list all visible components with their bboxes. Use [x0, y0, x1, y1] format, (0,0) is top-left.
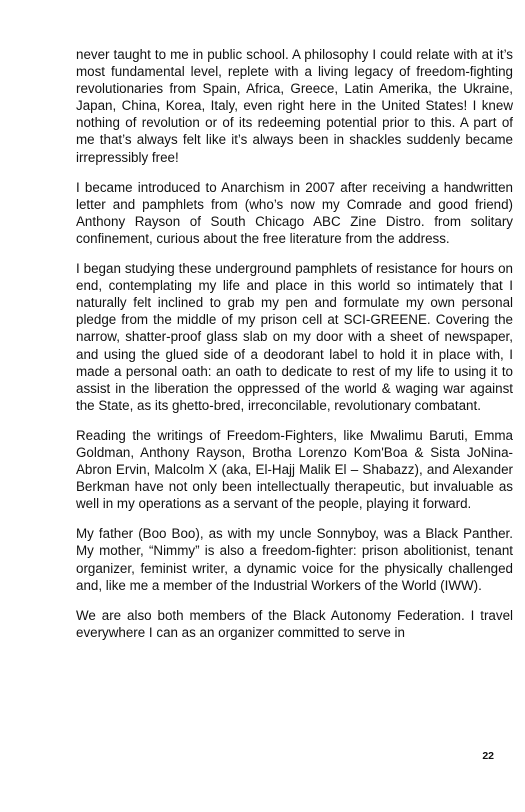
paragraph: I became introduced to Anarchism in 2007 after receiving a handwritten letter and pamphlets from (who’s now my Comrade and good friend) Anthony Rayson of South Chicago ABC Zine Distro. from solitary confinement, curious about the free literature from the address.	[76, 179, 513, 246]
page-number: 22	[482, 750, 494, 762]
paragraph: I began studying these underground pamphlets of resistance for hours on end, contemplating my life and place in this world so intimately that I naturally felt inclined to grab my pen and formulate my own personal pledge from the middle of my prison cell at SCI-GREENE. Covering the narrow, shatter-proof glass slab on my door with a sheet of newspaper, and using the glued side of a deodorant label to hold it in place with, I made a personal oath: an oath to dedicate to rest of my life to using it to assist in the liberation the oppressed of the world & waging war against the State, as its ghetto-bred, irreconcilable, revolutionary combatant.	[76, 261, 513, 413]
paragraph: Reading the writings of Freedom-Fighters, like Mwalimu Baruti, Emma Goldman, Anthony Rayson, Brotha Lorenzo Kom'Boa & Sista JoNina-Abron Ervin, Malcolm X (aka, El-Hajj Malik El – Shabazz), and Alexander Berkman have not only been intellectually therapeutic, but invaluable as well in my operations as a servant of the people, playing it forward.	[76, 427, 513, 512]
paragraph: never taught to me in public school. A philosophy I could relate with at it’s most fundamental level, replete with a living legacy of freedom-fighting revolutionaries from Spain, Africa, Greece, Latin Amerika, the Ukraine, Japan, China, Korea, Italy, even right here in the United States! I knew nothing of revolution or of its redeeming potential prior to this. A part of me that’s always felt like it’s always been in shackles suddenly became irrepressibly free!	[76, 47, 513, 165]
paragraph: My father (Boo Boo), as with my uncle Sonnyboy, was a Black Panther. My mother, “Nimmy” is also a freedom-fighter: prison abolitionist, tenant organizer, feminist writer, a dynamic voice for the physically challenged and, like me a member of the Industrial Workers of the World (IWW).	[76, 526, 513, 593]
paragraph: We are also both members of the Black Autonomy Federation. I travel everywhere I can as an organizer committed to serve in	[76, 607, 513, 640]
